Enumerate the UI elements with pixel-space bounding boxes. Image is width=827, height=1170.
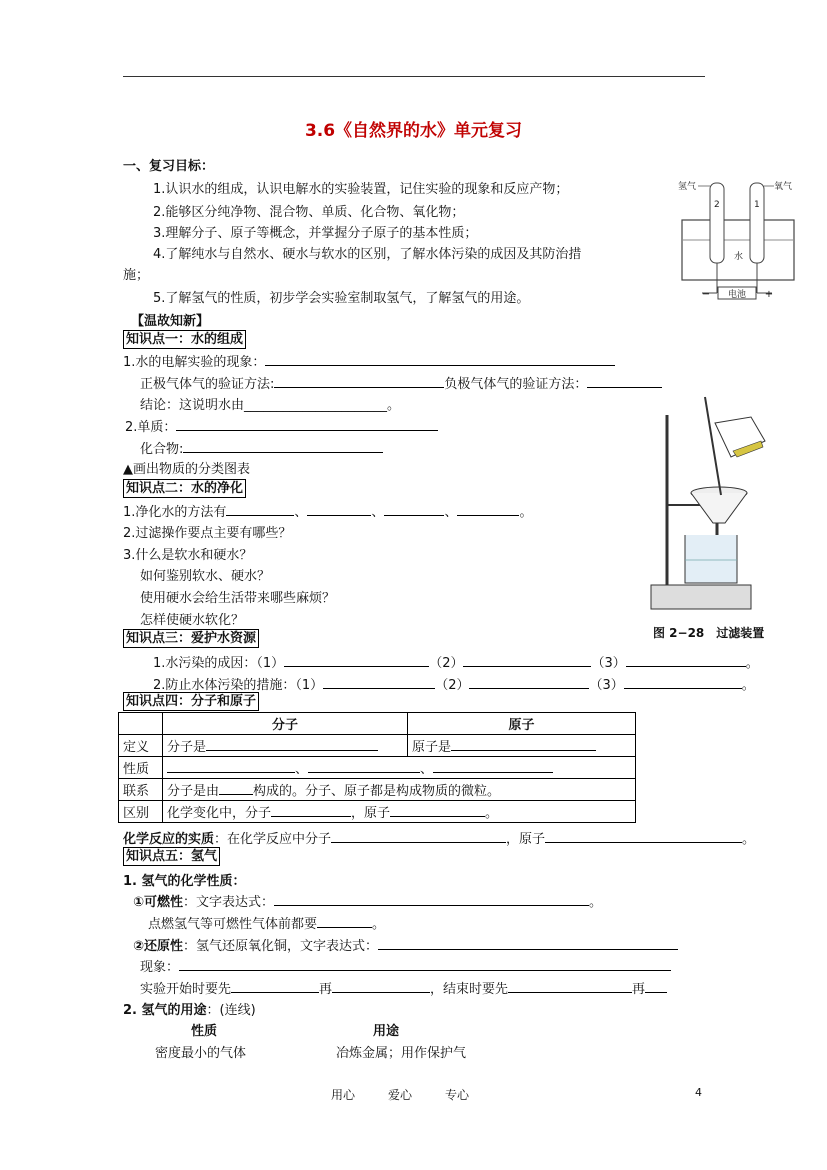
objective-5: 5.了解氢气的性质，初步学会实验室制取氢气，了解氢气的用途。 bbox=[153, 291, 530, 306]
footer-text-3: 专心 bbox=[445, 1088, 470, 1102]
row-label: 联系 bbox=[119, 779, 163, 801]
reaction-essence: 化学反应的实质：在化学反应中分子 ，原子 。 bbox=[123, 828, 755, 847]
k3-box: 知识点三：爱护水资源 bbox=[123, 629, 259, 648]
footer-text-1: 用心 bbox=[331, 1088, 356, 1102]
electrolysis-figure bbox=[676, 175, 800, 305]
tube-left-number: 2 bbox=[714, 200, 720, 210]
header-rule bbox=[123, 76, 705, 77]
plus-sign: + bbox=[764, 289, 774, 300]
k5-reducibility: ②还原性：氢气还原氧化铜，文字表达式： bbox=[133, 935, 678, 954]
objective-3: 3.理解分子、原子等概念，并掌握分子原子的基本性质； bbox=[153, 226, 478, 241]
k2-q5: 使用硬水会给生活带来哪些麻烦？ bbox=[140, 591, 336, 606]
definition-atom: 原子是 bbox=[408, 735, 636, 757]
tube-right-number: 1 bbox=[754, 200, 760, 210]
k3-q1: 1.水污染的成因：（1） （2） （3） 。 bbox=[153, 652, 759, 671]
k5-phenomenon: 现象： bbox=[140, 956, 671, 975]
review-heading: 【温故知新】 bbox=[131, 314, 210, 329]
k1-q2: 正极气体气的验证方法: 负极气体气的验证方法： bbox=[140, 373, 662, 392]
row-label: 定义 bbox=[119, 735, 163, 757]
k5-p2: 点燃氢气等可燃性气体前都要 。 bbox=[148, 913, 385, 932]
k4-box: 知识点四：分子和原子 bbox=[123, 692, 259, 711]
row-label: 区别 bbox=[119, 801, 163, 823]
objective-4: 4.了解纯水与自然水、硬水与软水的区别，了解水体污染的成因及其防治措 bbox=[153, 247, 582, 262]
section-heading: 一、复习目标： bbox=[123, 159, 215, 174]
table-row bbox=[119, 757, 636, 779]
k2-q2: 2.过滤操作要点主要有哪些？ bbox=[123, 526, 292, 541]
objective-4-cont: 施； bbox=[123, 268, 150, 283]
k2-q6: 怎样使硬水软化？ bbox=[140, 613, 245, 628]
k1-q1: 1.水的电解实验的现象： bbox=[123, 351, 615, 370]
col-usage: 用途 bbox=[373, 1024, 400, 1039]
table-row bbox=[119, 801, 636, 823]
hydrogen-label: 氢气 bbox=[678, 182, 697, 192]
footer-text-2: 爱心 bbox=[388, 1088, 413, 1102]
k2-q4: 如何鉴别软水、硬水？ bbox=[140, 569, 271, 584]
k1-q4: 2.单质： bbox=[125, 416, 438, 435]
table-row bbox=[119, 713, 636, 735]
k1-q5: 化合物: bbox=[140, 438, 383, 457]
molecule-atom-table bbox=[118, 712, 636, 823]
water-label: 水 bbox=[734, 252, 744, 262]
relation-cell: 分子是由 构成的。分子、原子都是构成物质的微粒。 bbox=[163, 779, 636, 801]
k2-q1: 1.净化水的方法有 、 、 、 。 bbox=[123, 501, 532, 520]
table-row bbox=[119, 735, 636, 757]
k1-q6: ▲画出物质的分类图表 bbox=[123, 462, 250, 477]
page-number: 4 bbox=[695, 1086, 702, 1099]
col-property: 性质 bbox=[191, 1024, 218, 1039]
oxygen-label: 氧气 bbox=[774, 182, 793, 192]
battery-label: 电池 bbox=[727, 290, 747, 300]
difference-cell: 化学变化中，分子 ，原子 。 bbox=[163, 801, 636, 823]
col-atom: 原子 bbox=[408, 713, 636, 735]
filter-caption: 图 2−28 过滤装置 bbox=[653, 626, 765, 640]
k5-h1: 1. 氢气的化学性质： bbox=[123, 874, 246, 889]
k2-q3: 3.什么是软水和硬水？ bbox=[123, 548, 253, 563]
row-label: 性质 bbox=[119, 757, 163, 779]
minus-sign: − bbox=[701, 289, 711, 300]
table-row bbox=[119, 779, 636, 801]
col-molecule: 分子 bbox=[163, 713, 408, 735]
usage-item: 冶炼金属；用作保护气 bbox=[336, 1046, 467, 1061]
property-item: 密度最小的气体 bbox=[155, 1046, 247, 1061]
k2-box: 知识点二：水的净化 bbox=[123, 479, 246, 498]
k1-q3: 结论：这说明水由______________________。 bbox=[140, 398, 401, 413]
objective-1: 1.认识水的组成，认识电解水的实验装置，记住实验的现象和反应产物； bbox=[153, 182, 569, 197]
properties-cell: 、 、 bbox=[163, 757, 636, 779]
k5-flammability: ①可燃性：文字表达式： 。 bbox=[133, 891, 602, 910]
objective-2: 2.能够区分纯净物、混合物、单质、化合物、氧化物； bbox=[153, 205, 465, 220]
k5-procedure: 实验开始时要先 再 ，结束时要先 再 bbox=[140, 978, 667, 997]
definition-molecule: 分子是 bbox=[163, 735, 408, 757]
k5-h2: 2. 氢气的用途：(连线) bbox=[123, 1003, 256, 1018]
page-title: 3.6《自然界的水》单元复习 bbox=[304, 121, 523, 141]
filter-apparatus-figure bbox=[647, 395, 777, 620]
k5-box: 知识点五：氢气 bbox=[123, 847, 220, 866]
k1-box: 知识点一：水的组成 bbox=[123, 330, 246, 349]
k3-q2: 2.防止水体污染的措施：（1） （2） （3） 。 bbox=[153, 674, 755, 693]
